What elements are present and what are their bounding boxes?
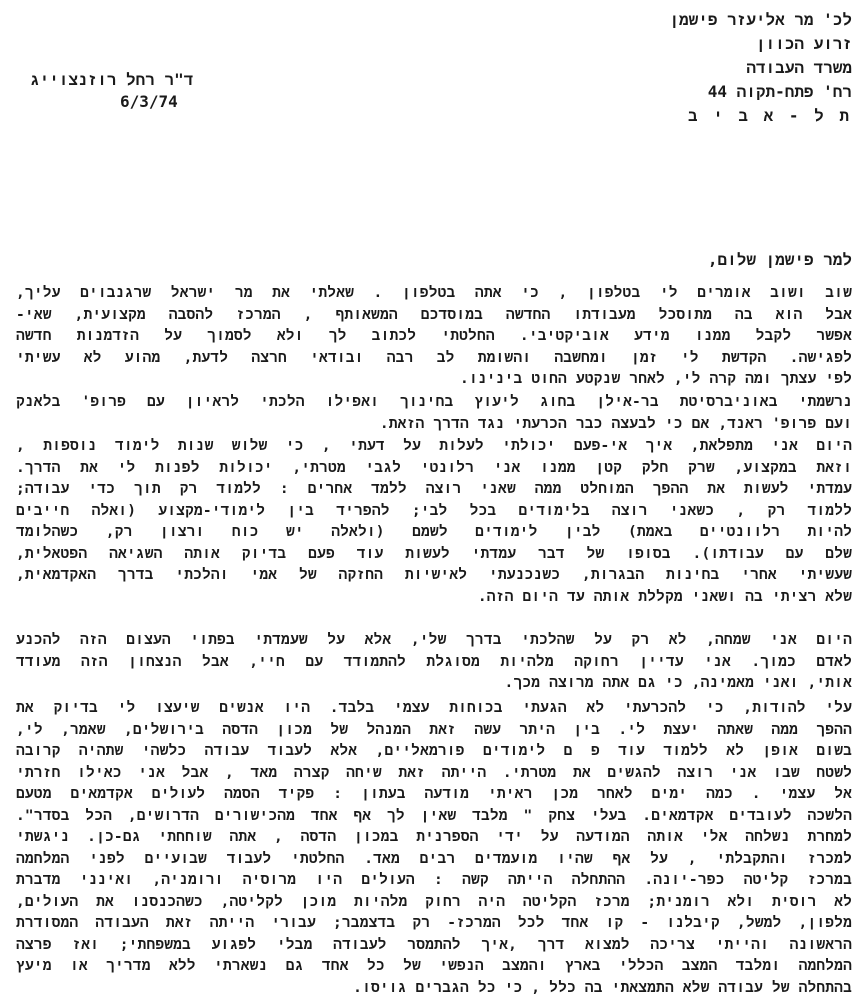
body-line: היום אני שמחה, לא רק על שהלכתי בדרך שלי, אלא על שעמדתי בפתוי העצום הזה להכנע <box>16 632 852 648</box>
body-line: שוב ושוב אומרים לי בטלפון , כי אתה בטלפון . שאלתי את מר ישראל שרגנבוים עליך, <box>16 285 852 301</box>
body-line: אותי, ואני מאמינה, כי גם אתה מרוצה מכך. <box>504 675 852 691</box>
body-line: עלי להודות, כי להכרעתי לא הגעתי בכוחות עצמי בלבד. היו אנשים שיעצו לי בדיוק את <box>16 700 852 716</box>
body-line: ההפך ממה שאתה יעצת לי. בין היתר עשה זאת המנהל של מכון הדסה בירושלים, שאמר, לי, <box>16 721 852 738</box>
body-line: למחרת נשלחה אלי אותה המודעה על ידי הספרנית במכון הדסה , אתה שוחחתי גם-כן. ניגשתי <box>16 829 852 845</box>
body-line: הלשכה לעובדים אקדמאים. בעלי צחק " מלבד שאין לך אף אחד מהכישורים הדרושים, הכל בסדר". <box>16 807 852 824</box>
body-line: שעשיתי אחרי בחינות הבגרות, כשנכנעתי לאישיות החזקה של אמי והלכתי בדרך האקדמאית, <box>16 567 852 583</box>
body-line: ללמוד רק , כשאני רוצה בלימודים בכל לבי; להפריד בין לימודי-מקצוע (ואלה חייבים <box>16 502 852 519</box>
paragraph-1 <box>16 283 852 391</box>
recipient-line: זרוע הכוון <box>755 34 852 53</box>
recipient-line: ת ל - א ב י ב <box>687 106 852 125</box>
body-line: שלא רציתי בה ושאני מקללת אותה עד היום הזה. <box>477 588 852 605</box>
body-line: לפגישה. הקדשת לי זמן ומחשבה והשומת לב רבה ובודאי חרצה לדעת, מהוע לא עשיתי <box>16 349 852 366</box>
body-line: בהתחלה של עבודה שלא התמצאתי בה כלל , כי כל הגברים גויסו. <box>353 979 852 996</box>
body-line: היום אני מתפלאת, איך אי-פעם יכולתי לעלות על דעתי , כי שלוש שנות לימוד נוספות , <box>16 438 852 454</box>
letter-date: 6/3/74 <box>120 92 178 111</box>
body-line: מלפון, למשל, קיבלנו - קו אחד לכל המרכז- רק בדצמבר; עבורי הייתה זאת העבודה המסודרת <box>16 915 852 931</box>
body-line: למכרז והתקבלתי , על אף שהיו מועמדים רבים מאד. החלטתי לעבוד שבועיים לפני המלחמה <box>16 850 852 867</box>
recipient-line: רח' פתח-תקוה 44 <box>707 82 852 101</box>
recipient-line: לכ' מר אליעזר פישמן <box>669 10 852 29</box>
body-line: בשום אופן לא ללמוד עוד פ ם לימודים פורמאליים, אלא לעבוד עבודה כלשהי שתהיה קרובה <box>16 743 852 759</box>
body-line: עמדתי לעשות את ההפך המוחלט ממה שאני רוצה ללמד אחרים : ללמוד רק תוך כדי עבודה; <box>16 481 852 497</box>
body-line: לא רוסית ולא רומנית; מרכז הקליטה היה רחוק מלהיות מוכן לקליטה, כשהכנסנו את העולים, <box>16 893 852 910</box>
body-line: אבל הוא בה מתוסכל מעבודתו החדשה במוסדכם המשאותף , המרכז להסבה מקצועית, שאי- <box>16 306 852 323</box>
body-line: אפשר לקבל ממנו מידע אוביקטיבי. החלטתי לכתוב לך ולא לסמוך על הזדמנות חדשה <box>16 328 852 344</box>
body-line: וזאת במקצוע, שרק חלק קטן ממנו אני רלונטי לגבי מטרתי, יכולות לפנות לי את הדרך. <box>16 459 852 476</box>
body-line: לשטח שבו אני רוצה להגשים את מטרתי. הייתה זאת שיחה קצרה מאד , אבל אני כאילו חזרתי <box>16 764 852 781</box>
body-line: לאדם כמוך. אני עדיין רחוקה מלהיות מסוגלת להתמודד עם חיי, אבל הנצחון הזה מעודד <box>16 653 852 670</box>
paragraph-5 <box>16 698 852 999</box>
body-line: לפי עצתך ומה קרה לי, לאחר שנקטע החוט בינינו. <box>460 371 852 387</box>
sender-name: ד"ר רחל רוזנצוייג <box>30 70 194 89</box>
greeting: למר פישמן שלום, <box>707 250 852 269</box>
body-line: במרכז קליטה כפר-יונה. ההתחלה הייתה קשה : העולים היו מרוסיה ורומניה, ואינני מדברת <box>16 872 852 888</box>
body-line: הראשונה והייתי צריכה למצוא דרך ,איך להתמסר לעבודה מבלי לפגוע במשפחתי; ואז פרצה <box>16 936 852 953</box>
body-line: להיות רלוונטיים באמת) לבין לימודים לשמם (ולאלה יש כוח ורצון רק, כשהלומד <box>16 524 852 540</box>
paragraph-4 <box>16 630 852 695</box>
body-line: המלחמה ומלבד המצב הכללי בארץ והמצב הנפשי של כל אחד גם נשארתי ללא מדריך או מיעץ <box>16 958 852 974</box>
recipient-line: משרד העבודה <box>746 58 852 77</box>
paragraph-2 <box>16 392 852 435</box>
body-line: נרשמתי באוניברסיטת בר-אילן בחוג ליעוץ בחינוך ואפילו הלכתי לראיון עם פרופ' בלאנק <box>16 394 852 410</box>
body-line: שלם עם עבודתו). בסופו של דבר עמדתי לעשות עוד פעם בדיוק אותה השגיאה הפטאלית, <box>16 545 852 562</box>
body-line: ועם פרופ' ראנד, אם כי לבעצה כבר הכרעתי נגד הדרך הזאת. <box>379 415 852 432</box>
body-line: אל עצמי . כמה ימים לאחר מכן ראיתי מודעה בעתון : פקיד הסמה לעולים אקדמאים מטעם <box>16 786 852 802</box>
paragraph-3 <box>16 436 852 608</box>
